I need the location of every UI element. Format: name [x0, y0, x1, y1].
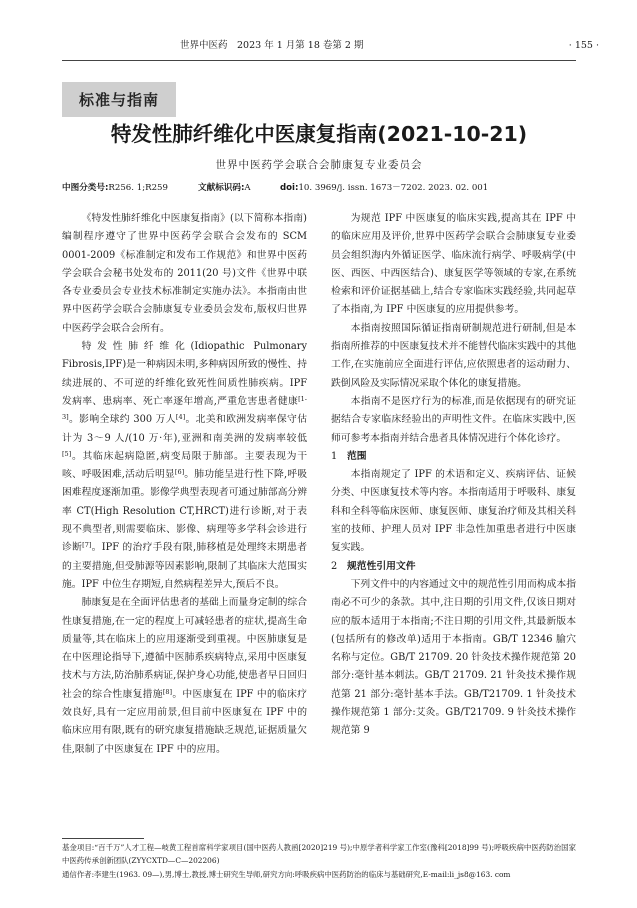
article-meta [62, 180, 576, 196]
citation: [5] [62, 449, 72, 458]
paragraph-purpose: 为规范 IPF 中医康复的临床实践,提高其在 IPF 中的临床应用及评价,世界中医药学会联合会肺康复专业委员会组织海内外循证医学、临床流行病学、呼吸病学(中医、西医、中西医结合)、康复医学等领域的专家,在系统检索和评价证据基础上,结合专家临床实践经验,共同起草了本指南,为 IPF 中医康复的应用提供参考。 [331, 213, 576, 316]
document-code: 文献标识码:A [198, 183, 251, 193]
citation: [4] [175, 413, 186, 422]
section-heading-references: 2 规范性引用文件 [331, 560, 416, 572]
citation: [1-3] [62, 395, 307, 422]
paragraph-method: 本指南按照国际循证指南研制规范进行研制,但是本指南所推荐的中医康复技术并不能替代临床实践中的其他工作,在实施前应全面进行评估,应依照患者的运动耐力、跌倒风险及实际情况采取个体化的康复措施。 [331, 322, 576, 389]
citation: [7] [82, 541, 92, 550]
journal-issue-line: 世界中医药 2023 年 1 月第 18 卷第 2 期 [180, 40, 364, 51]
author-organization: 世界中医药学会联合会肺康复专业委员会 [215, 159, 423, 171]
section-tag: 标准与指南 [62, 82, 176, 117]
clc-number: 中图分类号:R256. 1;R259 [62, 183, 168, 193]
article-title: 特发性肺纤维化中医康复指南(2021-10-21) [110, 122, 528, 146]
doi: doi:10. 3969/j. issn. 1673－7202. 2023. 02. 001 [280, 183, 489, 193]
paragraph-disclaimer: 本指南不是医疗行为的标准,而是依据现有的研究证据结合专家临床经验出的声明性文件。在临床实践中,医师可参考本指南并结合患者具体情况进行个体化诊疗。 [331, 395, 576, 444]
page-number: · 155 · [568, 40, 599, 51]
citation: [6] [174, 468, 185, 477]
paragraph-normative-references: 下列文件中的内容通过文中的规范性引用而构成本指南必不可少的条款。其中,注日期的引用文件,仅该日期对应的版本适用于本指南;不注日期的引用文件,其最新版本(包括所有的修改单)适用于本指南。GB/T 12346 腧穴名称与定位。GB/T 21709. 20 针灸技术操作规范第 20 部分:毫针基本刺法。GB/T 21709. 21 针灸技术操作规范第 21 部分:毫针基本手法。GB/T21709. 1 针灸技术操作规范第 1 部分:艾灸。GB/T21709. 9 针灸技术操作规范第 9 [331, 578, 576, 737]
correspondence-note: 通信作者:李建生(1963. 09—),男,博士,教授,博士研究生导师,研究方向:呼吸疾病中医药防治的临床与基础研究,E-mail:li_js8@163. com [62, 869, 511, 879]
header-rule [62, 60, 576, 61]
footnote-rule [62, 838, 144, 839]
paragraph-rehabilitation: 肺康复是在全面评估患者的基础上而量身定制的综合性康复措施,在一定的程度上可减轻患者的症状,提高生命质量等,其在临床上的应用逐渐受到重视。中医肺康复是在中医理论指导下,遵循中医肺系疾病特点,采用中医康复技术与方法,防治肺系病证,保护身心功能,使患者早日回归社会的综合性康复措施[8]。中医康复在 IPF 中的临床疗效良好,具有一定应用前景,但目前中医康复在 IPF 中的临床应用有限,既有的研究康复措施缺乏规范,证据质量欠佳,限制了中医康复在 IPF 中的应用。 [62, 597, 308, 755]
funding-note: 基金项目:“百千万”人才工程—岐黄工程首席科学家项目(国中医药人教函[2020]219 号);中原学者科学家工作室(豫科[2018]99 号);呼吸疾病中医药防治国家中医药传承创新团队(ZYYCXTD—C—202206) [62, 843, 576, 866]
running-header [0, 39, 637, 53]
paragraph-ipf-definition: 特发性肺纤维化(Idiopathic Pulmonary Fibrosis,IPF)是一种病因未明,多种病因所致的慢性、持续进展的、不可逆的纤维化致死性间质性肺疾病。IPF 发病率、患病率、死亡率逐年增高,严重危害患者健康[1-3]。影响全球约 300 万人[4]。北美和欧洲发病率保守估计为 3～9 人/(10 万·年),亚洲和南美洲的发病率较低[5]。其临床起病隐匿,病变局限于肺部。主要表现为干咳、呼吸困难,活动后明显[6]。肺功能呈进行性下降,呼吸困难程度逐渐加重。影像学典型表现者可通过肺部高分辨率 CT(High Resolution CT,HRCT)进行诊断,对于表现不典型者,则需要临床、影像、病理等多学科会诊进行诊断[7]。IPF 的治疗手段有限,肺移植是处理终末期患者的主要措施,但受肺源等因素影响,限制了其临床大范围实施。IPF 中位生存期短,自然病程差异大,预后不良。 [62, 341, 307, 590]
citation: [8] [162, 687, 173, 696]
footnotes [62, 841, 576, 881]
right-column [331, 210, 576, 741]
paragraph-intro: 《特发性肺纤维化中医康复指南》(以下简称本指南)编制程序遵守了世界中医药学会联合会发布的 SCM 0001-2009《标准制定和发布工作规范》和世界中医药学会联合会秘书处发布的 2011(20 号)文件《世界中联各专业委员会专业技术标准制定实施办法》。本指南由世界中医药学会联合会肺康复专业委员会发布,版权归世界中医药学会联合会所有。 [62, 213, 307, 334]
section-heading-scope: 1 范围 [331, 450, 367, 462]
left-column [62, 210, 307, 759]
paragraph-scope: 本指南规定了 IPF 的术语和定义、疾病评估、证候分类、中医康复技术等内容。本指南适用于呼吸科、康复科和全科等临床医师、康复医师、康复治疗师及其相关科室的技师、护理人员对 IPF 非急性加重患者进行中医康复实践。 [331, 469, 576, 554]
